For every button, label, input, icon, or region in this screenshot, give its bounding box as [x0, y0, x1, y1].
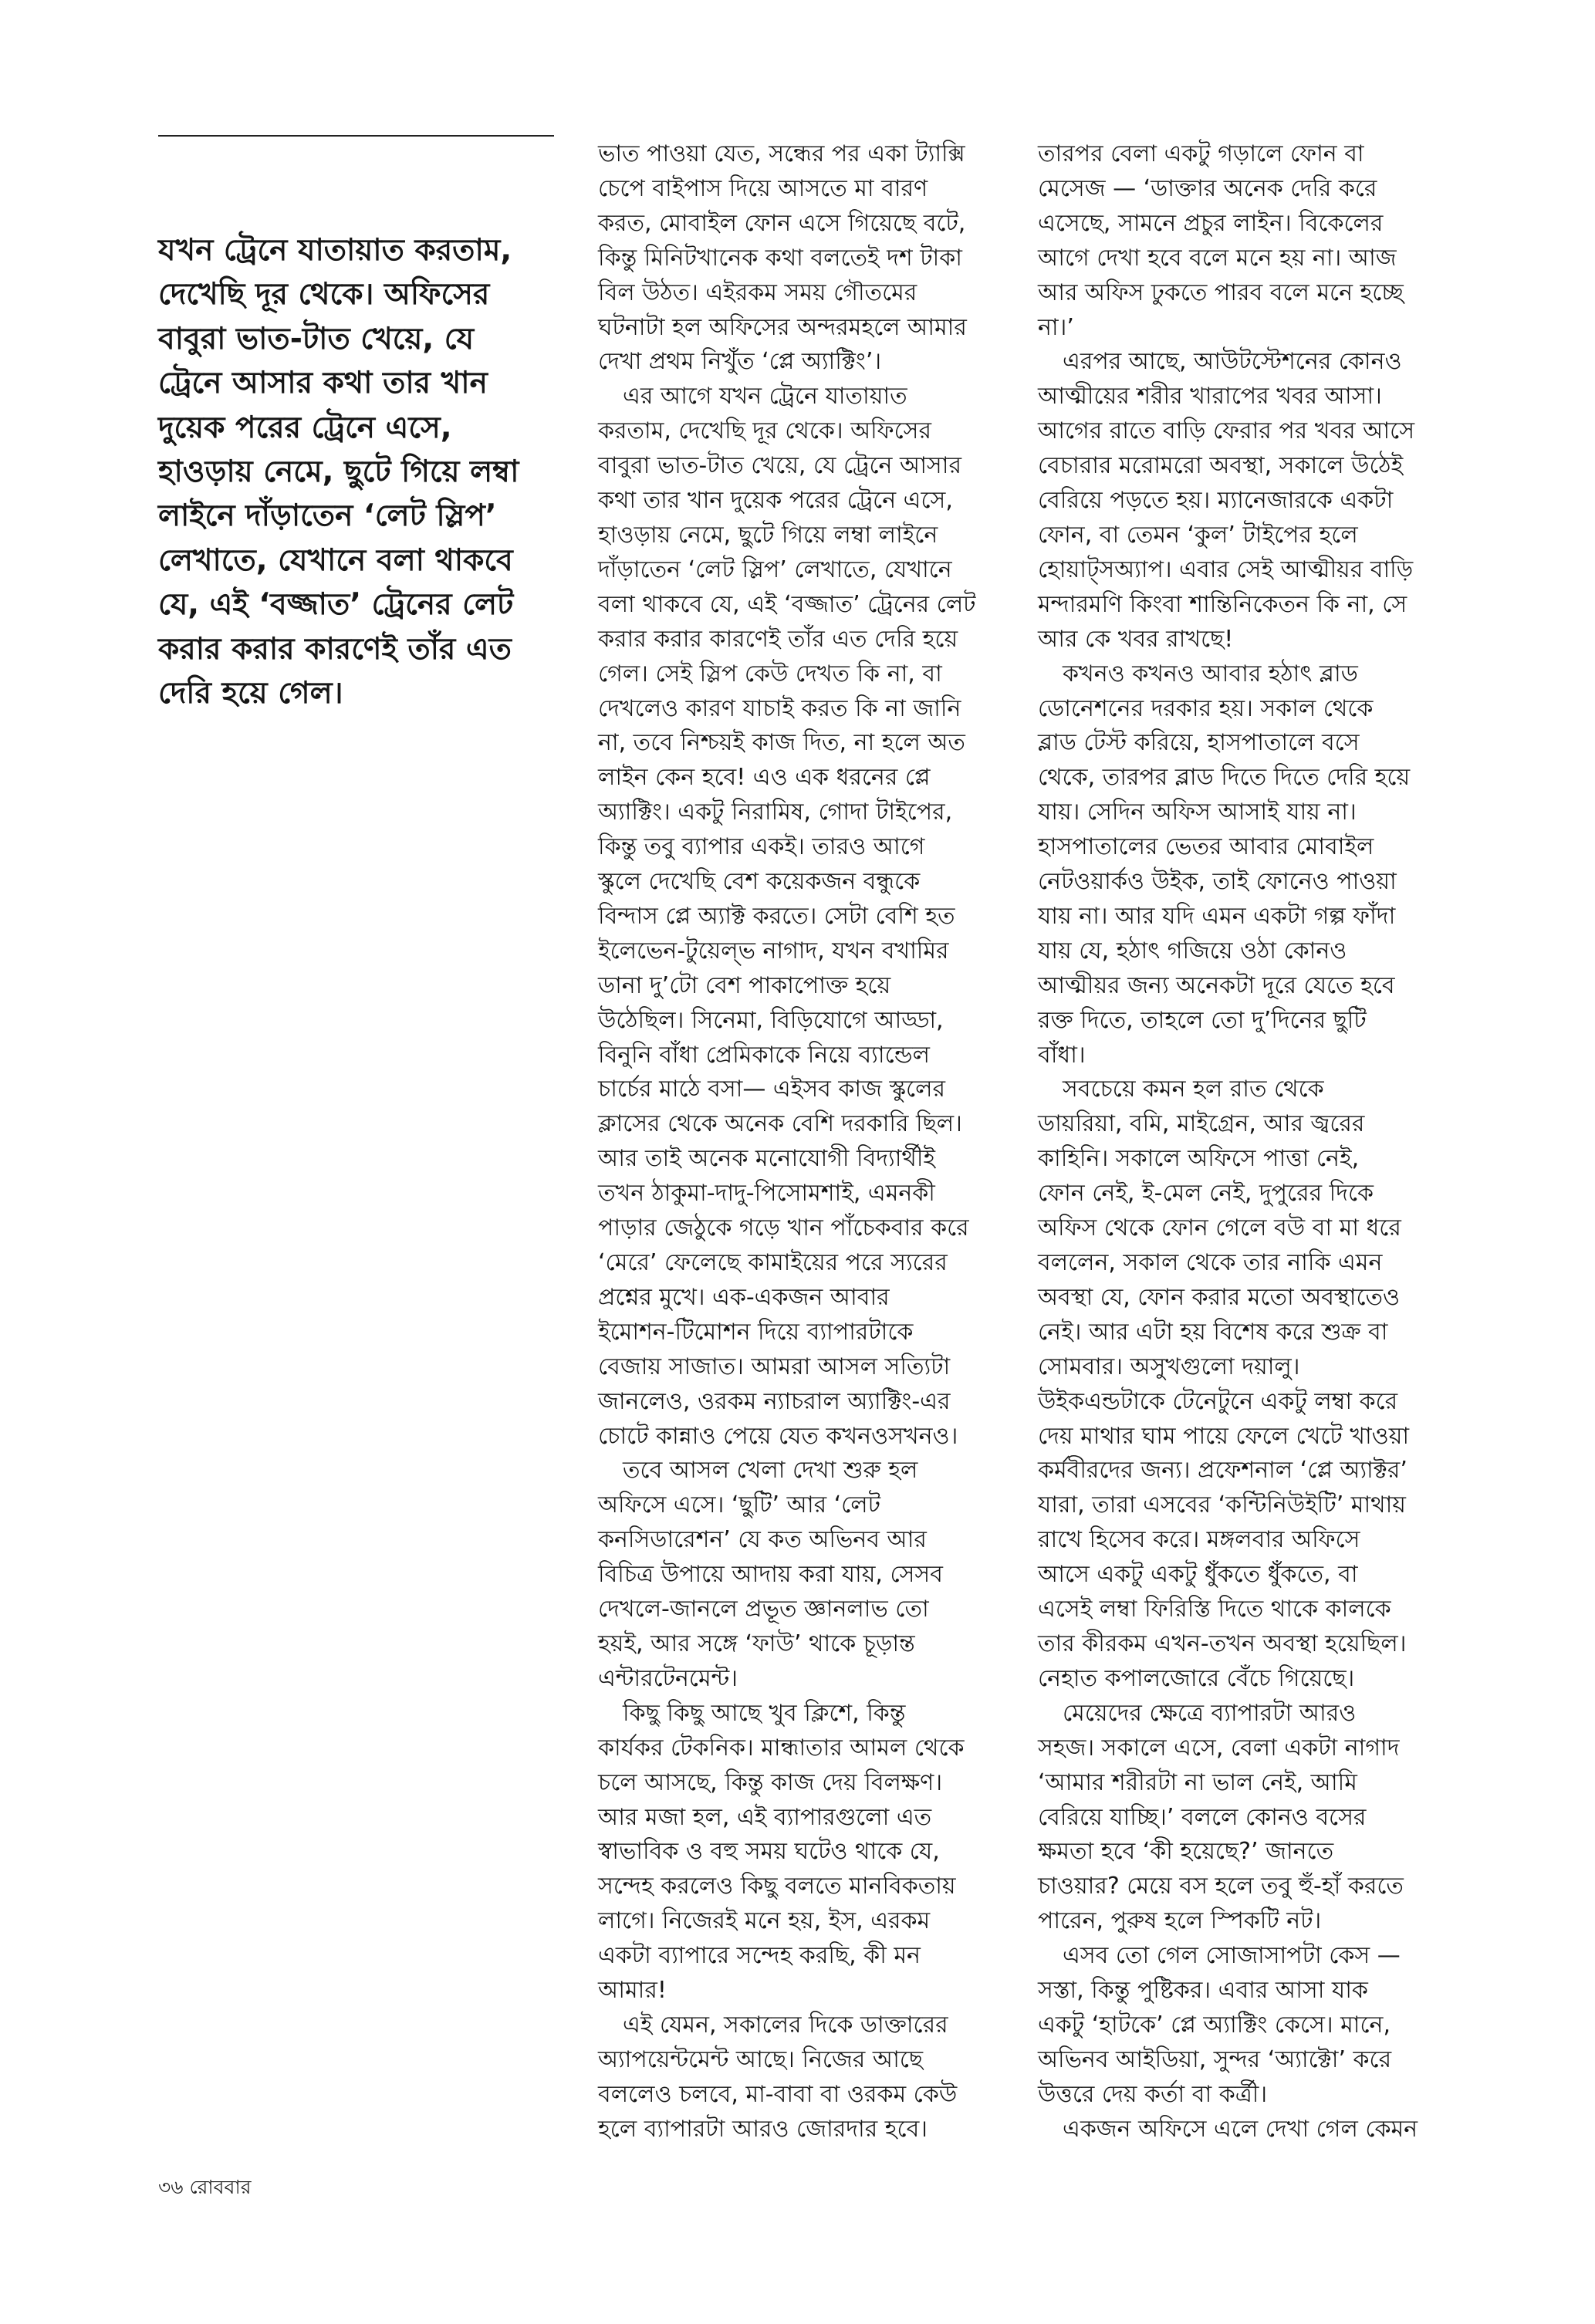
text-line: ব্লাড টেস্ট করিয়ে, হাসপাতালে বসে	[1038, 729, 1360, 757]
text-line: যায় না। আর যদি এমন একটা গল্প ফাঁদা	[1038, 902, 1396, 930]
text-line: বেরিয়ে পড়তে হয়। ম্যানেজারকে একটা	[1038, 487, 1394, 515]
text-line: তবে আসল খেলা দেখা শুরু হল	[623, 1457, 918, 1485]
pull-quote-line: দুয়েক পরের ট্রেনে এসে,	[158, 410, 452, 445]
pull-quote-line: বাবুরা ভাত-টাত খেয়ে, যে	[158, 321, 475, 356]
article-column-1	[598, 137, 999, 2147]
text-line: স্কুলে দেখেছি বেশ কয়েকজন বন্ধুকে	[598, 868, 921, 896]
article-column-2	[1038, 137, 1439, 2147]
paragraph	[598, 1697, 999, 2008]
text-line: চার্চের মাঠে বসা— এইসব কাজ স্কুলের	[598, 1076, 945, 1103]
text-line: বলা থাকবে যে, এই ‘বজ্জাত’ ট্রেনের লেট	[598, 590, 976, 618]
text-line: একটু ‘হাটকে’ প্লে অ্যাক্টিং কেসে। মানে,	[1038, 2011, 1391, 2039]
text-line: স্বাভাবিক ও বহু সময় ঘটেও থাকে যে,	[598, 1838, 940, 1866]
text-line: কাহিনি। সকালে অফিসে পাত্তা নেই,	[1038, 1145, 1360, 1173]
text-line: নেটওয়ার্কও উইক, তাই ফোনেও পাওয়া	[1038, 868, 1397, 896]
pull-quote-line: লাইনে দাঁড়াতেন ‘লেট স্লিপ’	[158, 498, 497, 534]
text-line: কিন্তু তবু ব্যাপার একই। তারও আগে	[598, 833, 925, 861]
text-line: সহজ। সকালে এসে, বেলা একটা নাগাদ	[1038, 1734, 1400, 1762]
text-line: না।’	[1038, 313, 1074, 341]
text-line: দেখলেও কারণ যাচাই করত কি না জানি	[598, 694, 961, 722]
text-line: ভাত পাওয়া যেত, সন্ধের পর একা ট্যাক্সি	[598, 140, 965, 167]
paragraph	[598, 2008, 999, 2147]
text-line: দাঁড়াতেন ‘লেট স্লিপ’ লেখাতে, যেখানে	[598, 556, 952, 583]
text-line: আসে একটু একটু ধুঁকতে ধুঁকতে, বা	[1038, 1561, 1358, 1589]
text-line: বললেও চলবে, মা-বাবা বা ওরকম কেউ	[598, 2080, 958, 2108]
text-line: এরপর আছে, আউটস্টেশনের কোনও	[1063, 348, 1402, 376]
paragraph	[598, 1454, 999, 1696]
text-line: বাঁধা।	[1038, 1041, 1086, 1069]
text-line: অ্যাপয়েন্টমেন্ট আছে। নিজের আছে	[598, 2045, 924, 2073]
paragraph	[1038, 1697, 1439, 1939]
text-line: এসব তো গেল সোজাসাপটা কেস —	[1063, 1942, 1401, 1970]
text-line: বিচিত্র উপায়ে আদায় করা যায়, সেসব	[598, 1561, 943, 1589]
text-line: আগের রাতে বাড়ি ফেরার পর খবর আসে	[1038, 417, 1415, 445]
text-line: অ্যাক্টিং। একটু নিরামিষ, গোদা টাইপের,	[598, 799, 953, 826]
text-line: পাড়ার জেঠুকে গড়ে খান পাঁচেকবার করে	[598, 1214, 969, 1242]
text-line: সন্দেহ করলেও কিছু বলতে মানবিকতায়	[598, 1873, 956, 1900]
text-line: নেই। আর এটা হয় বিশেষ করে শুক্র বা	[1038, 1318, 1388, 1346]
text-line: তারপর বেলা একটু গড়ালে ফোন বা	[1038, 140, 1364, 167]
text-line: মেসেজ — ‘ডাক্তার অনেক দেরি করে	[1038, 174, 1377, 202]
text-line: সবচেয়ে কমন হল রাত থেকে	[1063, 1076, 1324, 1103]
text-line: থেকে, তারপর ব্লাড দিতে দিতে দেরি হয়ে	[1038, 764, 1411, 792]
text-line: ‘মেরে’ ফেলেছে কামাইয়ের পরে স্যরের	[598, 1249, 948, 1276]
text-line: রাখে হিসেব করে। মঙ্গলবার অফিসে	[1038, 1526, 1360, 1554]
text-line: যারা, তারা এসবের ‘কন্টিনিউইটি’ মাথায়	[1038, 1491, 1406, 1519]
text-line: যায় যে, হঠাৎ গজিয়ে ওঠা কোনও	[1038, 937, 1347, 964]
text-line: ক্লাসের থেকে অনেক বেশি দরকারি ছিল।	[598, 1110, 962, 1138]
text-line: অফিসে এসে। ‘ছুটি’ আর ‘লেট	[598, 1491, 881, 1519]
pull-quote-line: যে, এই ‘বজ্জাত’ ট্রেনের লেট	[158, 587, 514, 623]
text-line: অভিনব আইডিয়া, সুন্দর ‘অ্যাক্টো’ করে	[1038, 2045, 1392, 2073]
text-line: ডানা দু’টো বেশ পাকাপোক্ত হয়ে	[598, 971, 891, 999]
text-line: বললেন, সকাল থেকে তার নাকি এমন	[1038, 1249, 1383, 1276]
text-line: নেহাত কপালজোরে বেঁচে গিয়েছে।	[1038, 1664, 1355, 1692]
text-line: করতাম, দেখেছি দূর থেকে। অফিসের	[598, 417, 931, 445]
text-line: একটা ব্যাপারে সন্দেহ করছি, কী মন	[598, 1942, 921, 1970]
text-line: বিন্দাস প্লে অ্যাক্ট করতে। সেটা বেশি হত	[598, 902, 955, 930]
text-line: উইকএন্ডটাকে টেনেটুনে একটু লম্বা করে	[1038, 1387, 1398, 1415]
text-line: আর তাই অনেক মনোযোগী বিদ্যার্থীই	[598, 1145, 936, 1173]
text-line: তখন ঠাকুমা-দাদু-পিসোমশাই, এমনকী	[598, 1180, 935, 1208]
text-line: ডায়রিয়া, বমি, মাইগ্রেন, আর জ্বরের	[1038, 1110, 1365, 1138]
text-line: দেখলে-জানলে প্রভূত জ্ঞানলাভ তো	[598, 1596, 929, 1623]
text-line: একজন অফিসে এলে দেখা গেল কেমন	[1063, 2115, 1418, 2143]
text-line: কর্মবীরদের জন্য। প্রফেশনাল ‘প্লে অ্যাক্টর’	[1038, 1457, 1407, 1485]
pull-quote-line: লেখাতে, যেখানে বলা থাকবে	[158, 542, 513, 578]
text-line: আত্মীয়র জন্য অনেকটা দূরে যেতে হবে	[1038, 971, 1395, 999]
paragraph	[1038, 1939, 1439, 2113]
text-line: ‘আমার শরীরটা না ভাল নেই, আমি	[1038, 1768, 1357, 1796]
page-footer	[158, 2172, 251, 2205]
text-line: সস্তা, কিন্তু পুষ্টিকর। এবার আসা যাক	[1038, 1977, 1368, 2005]
text-line: চলে আসছে, কিন্তু কাজ দেয় বিলক্ষণ।	[598, 1768, 943, 1796]
pull-quote-line: দেখেছি দূর থেকে। অফিসের	[158, 277, 490, 312]
pull-quote-line: দেরি হয়ে গেল।	[158, 676, 343, 711]
paragraph	[1038, 345, 1439, 657]
text-line: ফোন নেই, ই-মেল নেই, দুপুরের দিকে	[1038, 1180, 1374, 1208]
text-line: মেয়েদের ক্ষেত্রে ব্যাপারটা আরও	[1063, 1699, 1357, 1727]
text-line: জানলেও, ওরকম ন্যাচরাল অ্যাক্টিং-এর	[598, 1387, 951, 1415]
text-line: আর অফিস ঢুকতে পারব বলে মনে হচ্ছে	[1038, 279, 1404, 306]
text-line: ঘটনাটা হল অফিসের অন্দরমহলে আমার	[598, 313, 967, 341]
text-line: ইলেভেন-টুয়েল্‌ভ নাগাদ, যখন বখামির	[598, 937, 949, 964]
paragraph	[598, 380, 999, 1454]
text-line: আগে দেখা হবে বলে মনে হয় না। আজ	[1038, 244, 1397, 272]
text-line: করার করার কারণেই তাঁর এত দেরি হয়ে	[598, 625, 958, 653]
text-line: উত্তরে দেয় কর্তা বা কর্ত্রী।	[1038, 2080, 1268, 2108]
paragraph	[1038, 137, 1439, 345]
text-line: বাবুরা ভাত-টাত খেয়ে, যে ট্রেনে আসার	[598, 452, 961, 480]
pull-quote-line: হাওড়ায় নেমে, ছুটে গিয়ে লম্বা	[158, 454, 519, 490]
text-line: এন্টারটেনমেন্ট।	[598, 1664, 738, 1692]
text-line: বিল উঠত। এইরকম সময় গৌতমের	[598, 279, 917, 306]
text-line: বেচারার মরোমরো অবস্থা, সকালে উঠেই	[1038, 452, 1404, 480]
text-line: অবস্থা যে, ফোন করার মতো অবস্থাতেও	[1038, 1283, 1401, 1311]
text-line: ক্ষমতা হবে ‘কী হয়েছে?’ জানতে	[1038, 1838, 1334, 1866]
text-line: চাওয়ার? মেয়ে বস হলে তবু হুঁ-হাঁ করতে	[1038, 1873, 1404, 1900]
text-line: লাইন কেন হবে! এও এক ধরনের প্লে	[598, 764, 931, 792]
text-line: অফিস থেকে ফোন গেলে বউ বা মা ধরে	[1038, 1214, 1401, 1242]
magazine-name: রোববার	[189, 2176, 252, 2198]
text-line: সোমবার। অসুখগুলো দয়ালু।	[1038, 1353, 1300, 1380]
text-line: লাগে। নিজেরই মনে হয়, ইস, এরকম	[598, 1907, 931, 1935]
text-line: ডোনেশনের দরকার হয়। সকাল থেকে	[1038, 694, 1374, 722]
text-line: না, তবে নিশ্চয়ই কাজ দিত, না হলে অত	[598, 729, 965, 757]
text-line: কথা তার খান দুয়েক পরের ট্রেনে এসে,	[598, 487, 953, 515]
text-line: আত্মীয়ের শরীর খারাপের খবর আসা।	[1038, 383, 1382, 410]
text-line: কিছু কিছু আছে খুব ক্লিশে, কিন্তু	[623, 1699, 906, 1727]
text-line: এই যেমন, সকালের দিকে ডাক্তারের	[623, 2011, 948, 2039]
text-line: রক্ত দিতে, তাহলে তো দু’দিনের ছুটি	[1038, 1006, 1367, 1034]
text-line: ইমোশন-টিমোশন দিয়ে ব্যাপারটাকে	[598, 1318, 914, 1346]
text-line: হাওড়ায় নেমে, ছুটে গিয়ে লম্বা লাইনে	[598, 521, 938, 549]
text-line: কিন্তু মিনিটখানেক কথা বলতেই দশ টাকা	[598, 244, 962, 272]
text-line: আমার!	[598, 1977, 667, 2005]
text-line: হলে ব্যাপারটা আরও জোরদার হবে।	[598, 2115, 928, 2143]
text-line: কখনও কখনও আবার হঠাৎ ব্লাড	[1063, 660, 1358, 687]
text-line: এর আগে যখন ট্রেনে যাতায়াত	[623, 383, 907, 410]
pull-quote-rule	[158, 135, 554, 137]
pull-quote-line: করার করার কারণেই তাঁর এত	[158, 631, 512, 667]
paragraph	[1038, 1072, 1439, 1696]
page-number: ৩৬	[158, 2176, 184, 2198]
text-line: করত, মোবাইল ফোন এসে গিয়েছে বটে,	[598, 209, 966, 237]
text-line: আর কে খবর রাখছে!	[1038, 625, 1234, 653]
text-line: হয়ই, আর সঙ্গে ‘ফাউ’ থাকে চূড়ান্ত	[598, 1630, 915, 1657]
text-line: চোটে কান্নাও পেয়ে যেত কখনওসখনও।	[598, 1422, 958, 1450]
text-line: বিনুনি বাঁধা প্রেমিকাকে নিয়ে ব্যান্ডেল	[598, 1041, 930, 1069]
text-line: গেল। সেই স্লিপ কেউ দেখত কি না, বা	[598, 660, 942, 687]
text-line: এসেই লম্বা ফিরিস্তি দিতে থাকে কালকে	[1038, 1596, 1391, 1623]
text-line: হোয়াট্‌সঅ্যাপ। এবার সেই আত্মীয়র বাড়ি	[1038, 556, 1414, 583]
text-line: হাসপাতালের ভেতর আবার মোবাইল	[1038, 833, 1374, 861]
text-line: দেয় মাথার ঘাম পায়ে ফেলে খেটে খাওয়া	[1038, 1422, 1410, 1450]
text-line: মন্দারমণি কিংবা শান্তিনিকেতন কি না, সে	[1038, 590, 1407, 618]
text-line: বেজায় সাজাত। আমরা আসল সত্যিটা	[598, 1353, 951, 1380]
text-line: আর মজা হল, এই ব্যাপারগুলো এত	[598, 1803, 932, 1831]
text-line: প্রশ্নের মুখে। এক-একজন আবার	[598, 1283, 890, 1311]
text-line: কার্যকর টেকনিক। মান্ধাতার আমল থেকে	[598, 1734, 965, 1762]
pull-quote-line: যখন ট্রেনে যাতায়াত করতাম,	[158, 233, 512, 268]
pull-quote-line: ট্রেনে আসার কথা তার খান	[158, 366, 488, 401]
text-line: পারেন, পুরুষ হলে স্পিকটি নট।	[1038, 1907, 1322, 1935]
paragraph	[598, 137, 999, 380]
text-line: উঠেছিল। সিনেমা, বিড়িযোগে আড্ডা,	[598, 1006, 944, 1034]
text-line: ফোন, বা তেমন ‘কুল’ টাইপের হলে	[1038, 521, 1358, 549]
paragraph	[1038, 2113, 1439, 2147]
text-line: দেখা প্রথম নিখুঁত ‘প্লে অ্যাক্টিং’।	[598, 348, 882, 376]
text-line: যায়। সেদিন অফিস আসাই যায় না।	[1038, 799, 1357, 826]
pull-quote	[158, 228, 575, 715]
text-line: এসেছে, সামনে প্রচুর লাইন। বিকেলের	[1038, 209, 1384, 237]
text-line: কনসিডারেশন’ যে কত অভিনব আর	[598, 1526, 927, 1554]
text-line: চেপে বাইপাস দিয়ে আসতে মা বারণ	[598, 174, 928, 202]
paragraph	[1038, 657, 1439, 1073]
text-line: তার কীরকম এখন-তখন অবস্থা হয়েছিল।	[1038, 1630, 1407, 1657]
text-line: বেরিয়ে যাচ্ছি।’ বললে কোনও বসের	[1038, 1803, 1367, 1831]
